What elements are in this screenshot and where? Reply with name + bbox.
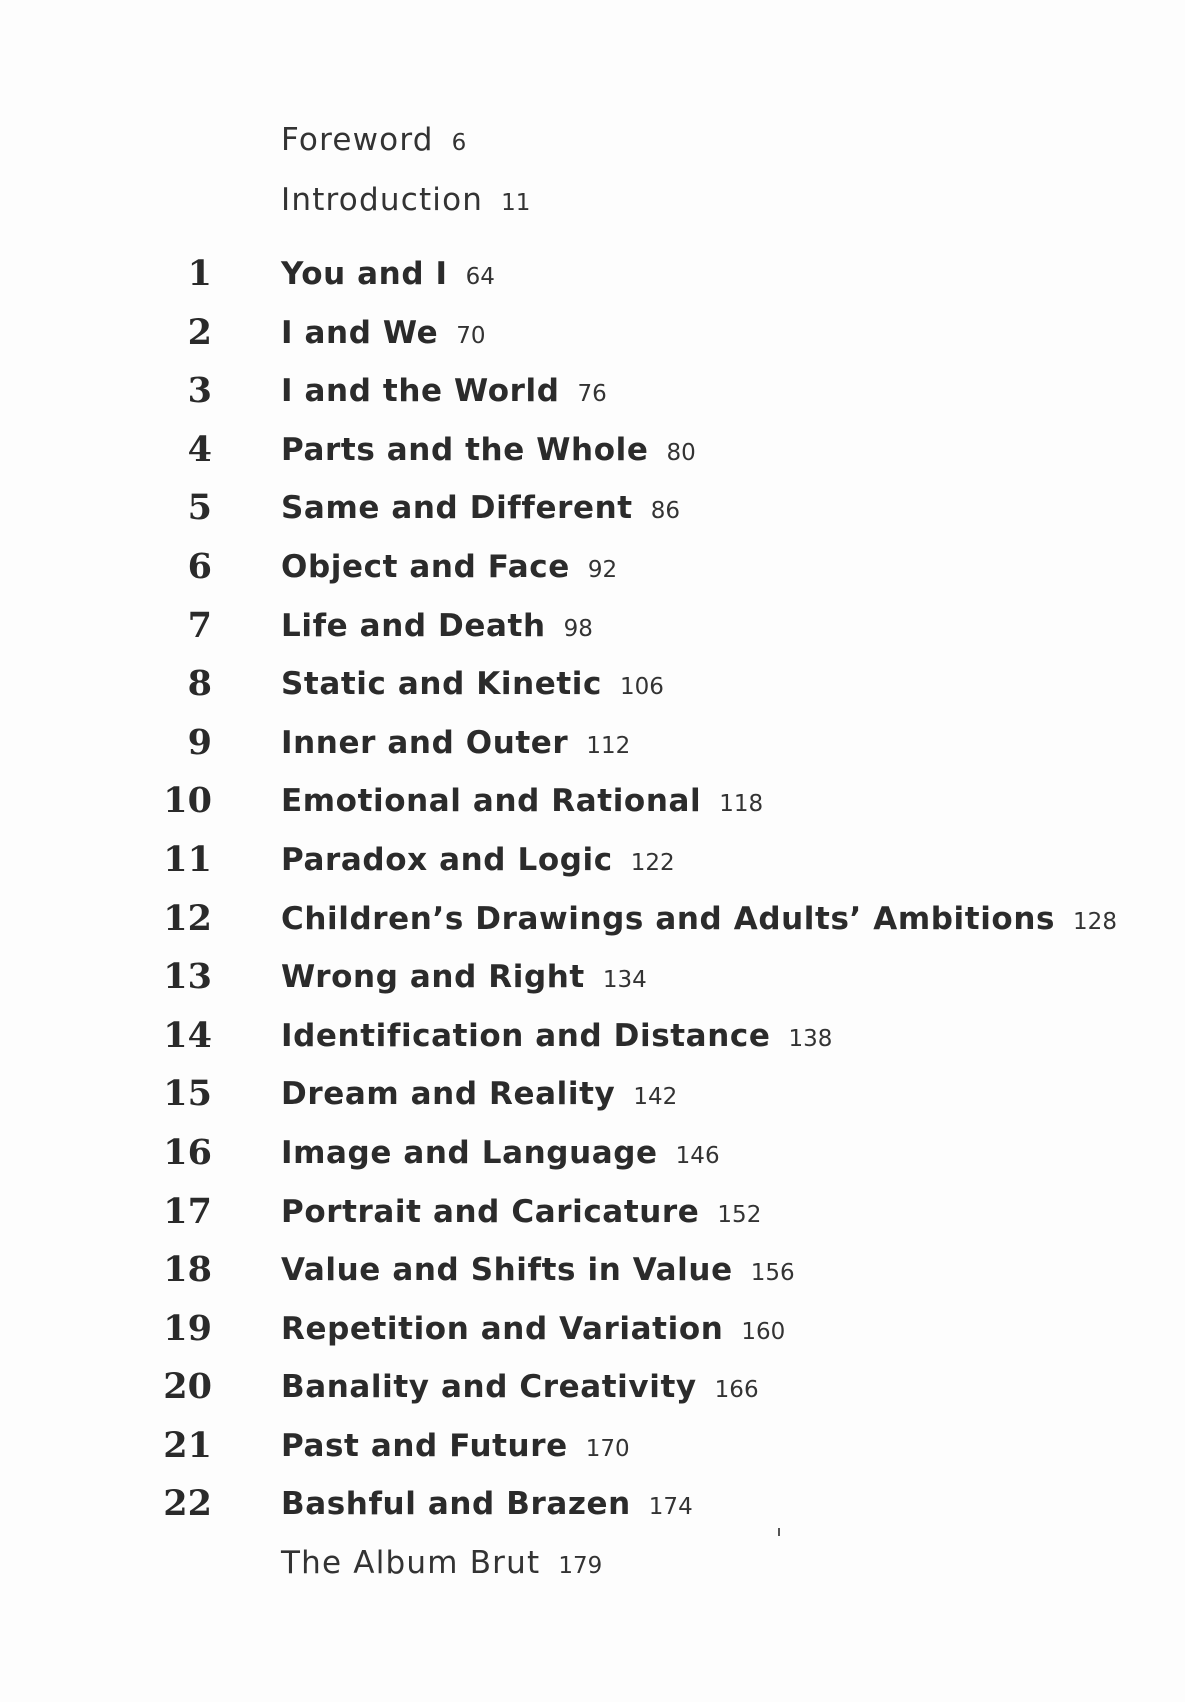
toc-chapter-11 [0, 835, 1185, 894]
toc-chapter-6 [0, 542, 1185, 601]
chapter-number: 12 [163, 897, 212, 939]
toc-entry-foreword [0, 115, 1185, 175]
chapter-number: 5 [187, 487, 212, 529]
chapter-page-number: 138 [788, 1025, 833, 1052]
chapter-number: 10 [163, 780, 212, 822]
chapter-title: Wrong and Right [281, 959, 585, 996]
chapter-title: Banality and Creativity [281, 1369, 697, 1406]
chapter-title: Life and Death [281, 607, 546, 644]
toc-chapter-10 [0, 776, 1185, 835]
chapter-title: Object and Face [281, 548, 570, 585]
chapter-page-number: 122 [630, 849, 675, 876]
chapter-number: 13 [163, 956, 212, 998]
chapter-number: 16 [163, 1131, 212, 1173]
chapter-page-number: 92 [587, 556, 618, 583]
entry-title: Introduction [281, 182, 484, 218]
chapter-number: 11 [163, 838, 212, 880]
toc-chapter-9 [0, 718, 1185, 777]
toc-chapter-12 [0, 894, 1185, 953]
chapter-title: Image and Language [281, 1134, 658, 1171]
chapter-title: Bashful and Brazen [281, 1486, 631, 1523]
chapter-title: Paradox and Logic [281, 841, 613, 878]
chapter-number: 4 [187, 428, 212, 470]
toc-chapter-4 [0, 425, 1185, 484]
toc-chapter-17 [0, 1187, 1185, 1246]
chapter-number: 19 [163, 1307, 212, 1349]
entry-title: The Album Brut [281, 1545, 541, 1582]
chapter-page-number: 142 [633, 1084, 678, 1111]
toc-chapter-5 [0, 483, 1185, 542]
chapter-number: 9 [187, 721, 212, 763]
chapter-title: I and We [281, 314, 439, 351]
toc-entry-introduction [0, 175, 1185, 235]
toc-chapter-18 [0, 1245, 1185, 1304]
chapter-page-number: 98 [563, 615, 593, 642]
chapter-number: 20 [163, 1366, 212, 1408]
chapter-page-number: 118 [719, 791, 764, 818]
toc-chapter-14 [0, 1011, 1185, 1070]
entry-page-number: 6 [451, 130, 467, 156]
toc-chapter-15 [0, 1069, 1185, 1128]
chapter-title: Same and Different [281, 490, 633, 527]
chapter-number: 15 [163, 1073, 212, 1115]
chapter-number: 14 [163, 1014, 212, 1056]
chapter-number: 17 [163, 1190, 212, 1232]
chapter-page-number: 86 [650, 498, 680, 525]
chapter-number: 1 [187, 253, 212, 294]
chapter-title: Children’s Drawings and Adults’ Ambitions [281, 900, 1056, 937]
chapter-page-number: 64 [465, 264, 495, 290]
chapter-page-number: 76 [577, 381, 607, 408]
chapter-number: 6 [187, 545, 212, 587]
entry-page-number: 11 [501, 190, 531, 216]
toc-chapter-20 [0, 1362, 1185, 1421]
chapter-number: 2 [187, 311, 212, 353]
chapter-page-number: 170 [585, 1435, 630, 1462]
chapter-title: Emotional and Rational [281, 783, 702, 820]
toc-chapter-13 [0, 952, 1185, 1011]
chapter-page-number: 160 [741, 1318, 786, 1345]
toc-chapter-3 [0, 366, 1185, 425]
chapter-title: Portrait and Caricature [281, 1193, 700, 1230]
chapter-title: Repetition and Variation [281, 1310, 724, 1347]
chapter-page-number: 80 [666, 439, 696, 466]
toc-chapter-8 [0, 659, 1185, 718]
chapter-page-number: 166 [714, 1377, 759, 1404]
chapter-number: 3 [187, 370, 212, 412]
toc-chapter-16 [0, 1128, 1185, 1187]
entry-title: Foreword [281, 122, 434, 158]
chapter-title: You and I [281, 256, 448, 292]
chapter-number: 7 [187, 604, 212, 646]
chapter-page-number: 128 [1073, 908, 1117, 935]
chapter-page-number: 134 [602, 967, 647, 994]
toc-chapter-19 [0, 1304, 1185, 1363]
chapter-page-number: 106 [620, 674, 664, 701]
chapter-title: Static and Kinetic [281, 666, 603, 703]
chapter-number: 8 [187, 663, 212, 705]
chapter-title: Identification and Distance [281, 1017, 771, 1054]
chapter-title: Dream and Reality [281, 1076, 616, 1113]
toc-chapter-22 [0, 1479, 1185, 1538]
toc-entry-album-brut [0, 1538, 1185, 1598]
scan-artifact [778, 1528, 780, 1536]
toc-chapter-2 [0, 308, 1185, 367]
chapter-page-number: 152 [717, 1201, 762, 1228]
chapter-title: Value and Shifts in Value [281, 1252, 733, 1289]
toc-chapter-7 [0, 601, 1185, 660]
chapter-number: 22 [163, 1483, 212, 1525]
toc-chapter-1 [0, 249, 1185, 308]
table-of-contents [0, 115, 1185, 1598]
chapter-page-number: 156 [750, 1260, 795, 1287]
entry-page-number: 179 [558, 1553, 603, 1580]
chapter-page-number: 70 [456, 322, 486, 349]
chapter-page-number: 174 [648, 1494, 693, 1521]
chapter-page-number: 112 [586, 732, 631, 759]
toc-chapter-21 [0, 1421, 1185, 1480]
chapter-title: I and the World [281, 373, 560, 410]
chapter-number: 21 [163, 1424, 212, 1466]
chapter-page-number: 146 [675, 1142, 720, 1169]
chapter-title: Past and Future [281, 1427, 568, 1464]
chapter-title: Parts and the Whole [281, 431, 649, 468]
chapter-title: Inner and Outer [281, 724, 569, 761]
chapter-number: 18 [163, 1249, 212, 1291]
